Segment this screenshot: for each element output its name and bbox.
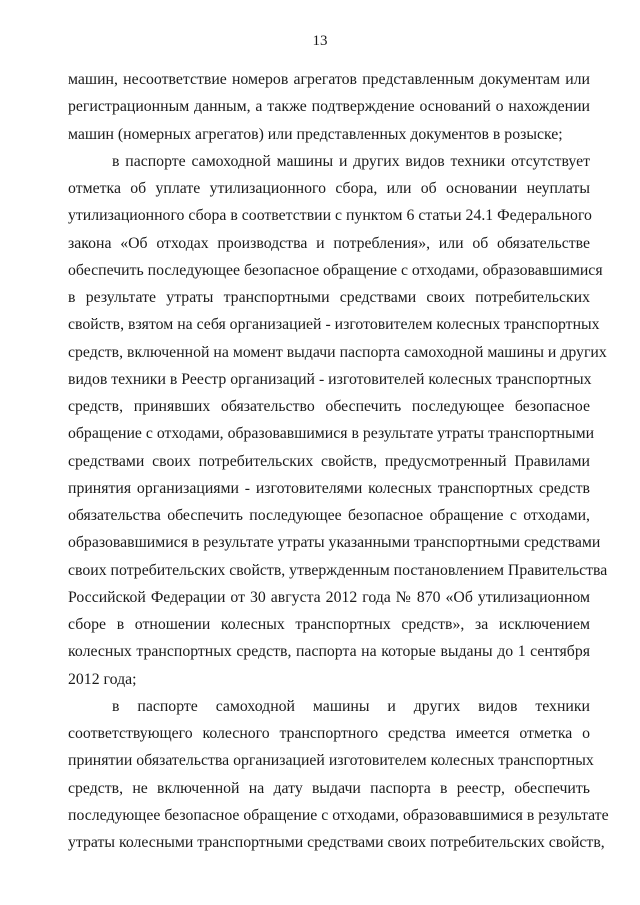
text-line: принятия организациями - изготовителями колесных транспортных средств (68, 479, 590, 497)
text-line: в паспорте самоходной машины и других видов техники (112, 697, 590, 715)
text-line: Российской Федерации от 30 августа 2012 года № 870 «Об утилизационном (68, 588, 590, 606)
text-line: регистрационным данным, а также подтверждение оснований о нахождении (68, 98, 590, 116)
text-line: свойств, взятом на себя организацией - изготовителем колесных транспортных (68, 316, 600, 334)
text-line: принятии обязательства организацией изготовителем колесных транспортных (68, 752, 594, 770)
text-line: обращение с отходами, образовавшимися в результате утраты транспортными (68, 425, 595, 443)
document-body (68, 66, 609, 856)
text-line: средств, не включенной на дату выдачи паспорта в реестр, обеспечить (68, 779, 590, 797)
text-line: колесных транспортных средств, паспорта на которые выданы до 1 сентября (68, 643, 590, 661)
text-line: средств, принявших обязательство обеспечить последующее безопасное (68, 398, 590, 415)
text-line: машин, несоответствие номеров агрегатов представленным документам или (68, 71, 590, 88)
text-line: отметка об уплате утилизационного сбора, или об основании неуплаты (68, 180, 590, 197)
text-line: последующее безопасное обращение с отходами, образовавшимися в результате (68, 806, 609, 824)
text-line: машин (номерных агрегатов) или представленных документов в розыске; (68, 125, 563, 143)
page-number: 13 (312, 33, 328, 49)
text-line: закона «Об отходах производства и потребления», или об обязательстве (68, 234, 590, 252)
text-line: соответствующего колесного транспортного средства имеется отметка о (68, 725, 590, 742)
text-line: видов техники в Реестр организаций - изготовителей колесных транспортных (68, 370, 592, 388)
text-line: средствами своих потребительских свойств, предусмотренный Правилами (68, 452, 590, 470)
text-line: средств, включенной на момент выдачи паспорта самоходной машины и других (68, 343, 607, 361)
text-line: сборе в отношении колесных транспортных средств», за исключением (68, 616, 590, 633)
text-line: в паспорте самоходной машины и других видов техники отсутствует (112, 152, 590, 170)
text-line: своих потребительских свойств, утвержденным постановлением Правительства (68, 561, 608, 579)
text-line: в результате утраты транспортными средствами своих потребительских (68, 289, 590, 306)
text-line: обязательства обеспечить последующее безопасное обращение с отходами, (68, 507, 590, 524)
text-line: утилизационного сбора в соответствии с пунктом 6 статьи 24.1 Федерального (68, 207, 592, 225)
text-line: 2012 года; (68, 670, 137, 688)
text-line: образовавшимися в результате утраты указанными транспортными средствами (68, 534, 601, 552)
text-line: обеспечить последующее безопасное обращение с отходами, образовавшимися (68, 261, 603, 279)
text-line: утраты колесными транспортными средствами своих потребительских свойств, (68, 834, 605, 851)
